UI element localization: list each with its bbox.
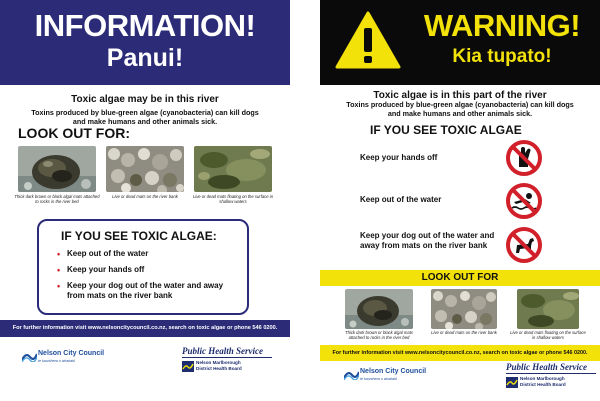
- warning-headline: Toxic algae is in this part of the river: [373, 90, 547, 101]
- health-board-line: District Health Board: [196, 365, 242, 371]
- health-board-emblem-icon: [182, 361, 194, 372]
- information-footer: For further information visit www.nelsoncitycouncil.co.nz, search on toxic algae or phone 546 0200.: [0, 320, 290, 337]
- health-board-line: District Health Board: [520, 381, 566, 387]
- photo-caption: Thick dark brown or black algal mats attached to rocks in the river bed: [345, 330, 413, 340]
- warning-poster: [320, 0, 600, 401]
- information-poster: [0, 0, 290, 401]
- action-text: Keep out of the water: [67, 249, 149, 258]
- health-board-name: [520, 376, 566, 387]
- list-item: [57, 265, 242, 275]
- no-swimming-icon: [505, 182, 543, 220]
- action-text: Keep your hands off: [67, 265, 145, 274]
- public-health-service-logo: [182, 346, 272, 374]
- box-heading: IF YOU SEE TOXIC ALGAE:: [61, 229, 217, 243]
- if-you-see-heading: IF YOU SEE TOXIC ALGAE: [370, 123, 522, 137]
- nelson-city-council-logo: [344, 368, 454, 384]
- list-item: [57, 281, 242, 301]
- action-keep-out-water: Keep out of the water: [360, 195, 442, 204]
- bullet-icon: •: [57, 281, 61, 291]
- if-you-see-toxic-algae-box: [37, 219, 249, 315]
- nelson-city-council-logo: [22, 350, 132, 366]
- health-board-line: Nelson Marlborough: [520, 376, 565, 381]
- information-header: [0, 0, 290, 85]
- photo-caption: Live or dead mats floating on the surface in shallow waters: [510, 330, 586, 340]
- health-board-line: Nelson Marlborough: [196, 360, 241, 365]
- health-board-name: [196, 360, 242, 371]
- look-out-bar: LOOK OUT FOR: [320, 270, 600, 286]
- algae-on-rock-photo: [345, 289, 413, 329]
- warning-intro: Toxins produced by blue-green algae (cyanobacteria) can kill dogs and make humans and other animals sick.: [346, 100, 574, 118]
- photo-caption: Live or dead mats on the river bank: [431, 330, 497, 335]
- floating-algae-photo: [194, 146, 272, 192]
- council-wave-icon: [22, 352, 37, 362]
- council-tagline: te kaunihera o whakatū: [38, 359, 76, 363]
- council-name: Nelson City Council: [360, 368, 427, 375]
- health-board-emblem-icon: [506, 377, 518, 388]
- information-subtitle: Panui!: [106, 44, 184, 72]
- logo-divider: [182, 357, 272, 358]
- logo-divider: [506, 373, 596, 374]
- photo-caption: Live or dead mats floating on the surface in shallow waters: [192, 194, 274, 204]
- algae-on-bank-photo: [106, 146, 184, 192]
- health-service-title: Public Health Service: [506, 362, 587, 372]
- public-health-service-logo: [506, 362, 596, 390]
- action-hands-off: Keep your hands off: [360, 153, 438, 162]
- algae-on-rock-photo: [18, 146, 96, 192]
- warning-header: [320, 0, 600, 85]
- floating-algae-photo: [517, 289, 579, 329]
- council-wave-icon: [344, 370, 359, 380]
- warning-footer: For further information visit www.nelsoncitycouncil.co.nz, search on toxic algae or phone 546 0200.: [320, 345, 600, 361]
- information-intro: Toxins produced by blue-green algae (cyanobacteria) can kill dogs and make humans and other animals sick.: [31, 108, 259, 126]
- warning-title: WARNING!: [423, 8, 581, 43]
- no-dogs-icon: [505, 226, 543, 264]
- action-text: Keep your dog out of the water and away from mats on the river bank: [67, 281, 224, 300]
- bullet-icon: •: [57, 265, 61, 275]
- photo-caption: Thick dark brown or black algal mats attached to rocks in the river bed: [14, 194, 100, 204]
- no-hands-icon: [505, 139, 543, 177]
- look-out-heading: LOOK OUT FOR:: [18, 125, 130, 141]
- algae-on-bank-photo: [431, 289, 497, 329]
- list-item: [57, 249, 242, 259]
- bullet-icon: •: [57, 249, 61, 259]
- health-service-title: Public Health Service: [182, 346, 263, 356]
- action-keep-dog-out: Keep your dog out of the water and away from mats on the river bank: [360, 231, 495, 250]
- warning-triangle-icon: [334, 10, 402, 70]
- council-name: Nelson City Council: [38, 350, 105, 357]
- council-tagline: te kaunihera o whakatū: [360, 377, 398, 381]
- photo-caption: Live or dead mats on the river bank: [112, 194, 178, 199]
- warning-subtitle: Kia tupato!: [452, 46, 552, 67]
- information-headline: Toxic algae may be in this river: [71, 94, 219, 105]
- information-title: INFORMATION!: [34, 8, 256, 43]
- action-list: [57, 249, 242, 307]
